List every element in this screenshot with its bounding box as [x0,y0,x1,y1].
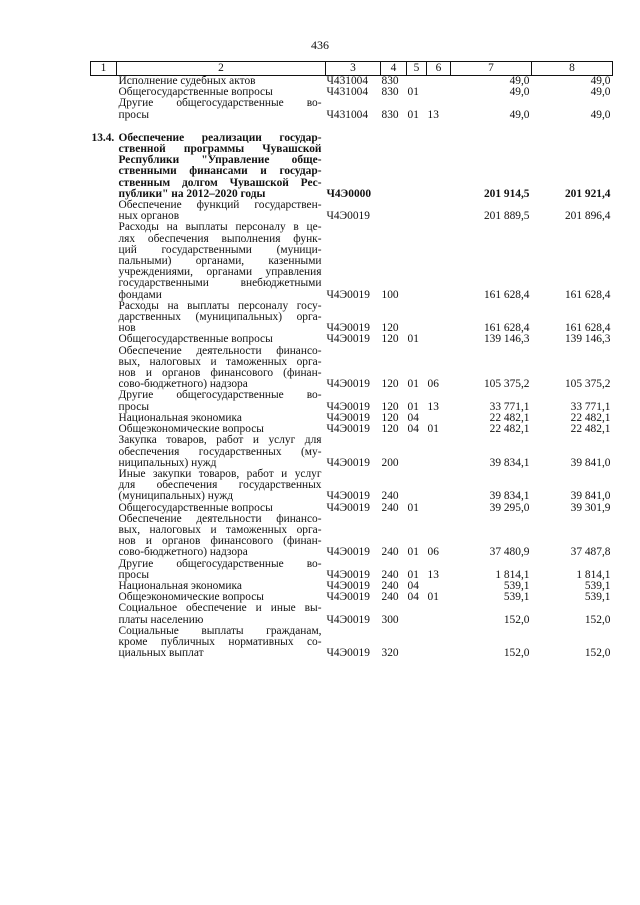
target-article-cell: Ч4Э0019 [326,288,370,301]
expense-type-cell: 830 [381,75,399,87]
item-name-line: для обеспечения государственных [118,479,322,492]
section-cell: 01 [407,400,419,413]
item-name-line: фондами [118,288,162,301]
subsection-cell [427,503,451,514]
item-name-cell [117,346,326,391]
amount-year2-cell: 39 301,9 [570,501,611,514]
amount-year1-cell: 161 628,4 [483,288,530,301]
item-name-line: лях обеспечения выполнения функ- [118,232,322,245]
item-name-line: кроме публичных нормативных со- [118,635,322,648]
expense-type-cell: 320 [381,647,399,660]
table-row [91,346,613,391]
section-number-cell [91,413,117,424]
amount-year2-cell: 22 482,1 [570,423,611,436]
item-name-line: Республики "Управление обще- [118,154,322,167]
amount-year2-cell: 201 921,4 [564,187,611,200]
item-name-line: ных органов [118,210,180,223]
item-name-line: циальных выплат [118,647,204,660]
table-row [91,133,613,200]
expense-type-cell: 830 [381,86,399,99]
target-article-cell: Ч4Э0000 [326,187,372,200]
table-row [91,603,613,625]
item-name-cell [117,514,326,559]
item-name-line: Национальная экономика [118,411,242,424]
amount-year1-cell: 105 375,2 [483,378,530,391]
section-cell [407,133,427,200]
amount-year1-cell: 152,0 [503,647,530,660]
subsection-cell [427,301,451,335]
expense-type-cell: 120 [381,411,399,424]
item-name-line: платы населению [118,613,204,626]
expense-type-cell: 120 [381,378,399,391]
table-row [91,559,613,581]
section-number-cell [91,559,117,581]
expense-type-cell: 200 [381,456,399,469]
target-article-cell: Ч431004 [326,86,369,99]
item-name-line: Социальные выплаты гражданам, [118,624,322,637]
item-name-line: Закупка товаров, работ и услуг для [118,434,322,447]
section-number-cell [91,76,117,88]
section-cell: 01 [407,378,419,391]
section-number-cell [91,581,117,592]
subsection-cell [427,603,451,625]
item-name-cell [117,98,326,120]
section-cell [407,435,427,469]
amount-year1-cell: 161 628,4 [483,322,530,335]
amount-year2-cell: 539,1 [584,579,611,592]
expense-type-cell [381,133,407,200]
spacer-cell [91,121,613,133]
table-row [91,390,613,412]
section-cell: 04 [407,423,419,436]
expense-type-cell [381,200,407,222]
section-cell: 01 [407,108,419,121]
item-name-line: Другие общегосударственные во- [118,97,322,110]
table-row [91,469,613,503]
item-name-line: Иные закупки товаров, работ и услуг [118,467,322,480]
item-name-line: Общегосударственные вопросы [118,501,273,514]
section-cell [407,301,427,335]
amount-year1-cell: 39 834,1 [489,456,530,469]
amount-year2-cell: 39 841,0 [570,456,611,469]
item-name-line: Другие общегосударственные во- [118,389,322,402]
item-name-line: публики" на 2012–2020 годы [118,187,266,200]
target-article-cell: Ч4Э0019 [326,400,370,413]
item-name-line: нов и органов финансового (финан- [118,367,322,380]
item-name-line: Другие общегосударственные во- [118,557,322,570]
table-row [91,334,613,345]
target-article-cell: Ч4Э0019 [326,333,370,346]
table-row [91,514,613,559]
subsection-cell: 06 [427,378,439,391]
item-name-line: просы [118,400,149,413]
item-name-line: просы [118,108,149,121]
budget-table [90,61,613,659]
amount-year1-cell: 1 814,1 [495,568,530,581]
amount-year1-cell: 37 480,9 [489,546,530,559]
item-name-cell [117,200,326,222]
page-number: 436 [311,38,329,52]
amount-year2-cell: 201 896,4 [564,210,611,223]
expense-type-cell: 120 [381,322,399,335]
item-name-cell [117,133,326,200]
amount-year1-cell: 539,1 [503,591,530,604]
section-cell [407,603,427,625]
item-name-cell [117,334,326,345]
amount-year2-cell: 33 771,1 [570,400,611,413]
amount-year1-cell: 39 295,0 [489,501,530,514]
subsection-cell [427,133,451,200]
subsection-cell [427,76,451,88]
amount-year1-cell: 539,1 [503,579,530,592]
item-name-cell [117,435,326,469]
target-article-cell: Ч4Э0019 [326,378,370,391]
section-number-cell [91,626,117,660]
subsection-cell: 01 [427,591,439,604]
amount-year2-cell: 49,0 [590,75,611,87]
amount-year1-cell: 39 834,1 [489,490,530,503]
table-row [91,98,613,120]
table-body [91,76,613,660]
item-name-line: вых, налоговых и таможенных орга- [118,355,322,368]
subsection-cell [427,222,451,300]
item-name-line: Обеспечение функций государствен- [118,199,322,212]
amount-year2-cell: 22 482,1 [570,411,611,424]
section-number-cell [91,503,117,514]
amount-year1-cell: 49,0 [509,86,530,99]
target-article-cell: Ч431004 [326,75,369,87]
amount-year2-cell: 152,0 [584,647,611,660]
target-article-cell: Ч4Э0019 [326,647,370,660]
target-article-cell: Ч4Э0019 [326,423,370,436]
expense-type-cell: 100 [381,288,399,301]
item-name-line: государственными внебюджетными [118,277,322,290]
subsection-cell: 01 [427,423,439,436]
amount-year1-cell: 139 146,3 [483,333,530,346]
section-number-cell: 13.4. [91,131,115,144]
amount-year2-cell: 1 814,1 [576,568,611,581]
subsection-cell [427,87,451,98]
section-cell: 01 [407,546,419,559]
section-cell: 01 [407,501,419,514]
item-name-cell [117,559,326,581]
item-name-line: ниципальных) нужд [118,456,217,469]
expense-type-cell: 830 [381,108,399,121]
section-number-cell [91,334,117,345]
item-name-line: ственными финансами и государ- [118,165,322,178]
amount-year2-cell: 539,1 [584,591,611,604]
target-article-cell: Ч4Э0019 [326,210,370,223]
subsection-cell [427,469,451,503]
column-header: 3 [326,62,381,76]
item-name-line: пальными) органами, казенными [118,255,322,268]
item-name-line: Расходы на выплаты персоналу в це- [118,221,322,234]
expense-type-cell: 120 [381,333,399,346]
section-number-cell [91,200,117,222]
table-row [91,435,613,469]
amount-year2-cell: 152,0 [584,613,611,626]
target-article-cell: Ч4Э0019 [326,490,370,503]
item-name-line: вых, налоговых и таможенных орга- [118,523,322,536]
column-header: 5 [407,62,427,76]
spacer-row [91,121,613,133]
amount-year1-cell: 201 914,5 [483,187,530,200]
amount-year2-cell: 49,0 [590,86,611,99]
item-name-line: (муниципальных) нужд [118,490,234,503]
item-name-line: дарственных (муниципальных) орга- [118,311,322,324]
amount-year1-cell: 22 482,1 [489,423,530,436]
column-header: 8 [532,62,613,76]
expense-type-cell: 240 [381,591,399,604]
column-header: 7 [451,62,532,76]
item-name-line: Исполнение судебных актов [118,75,256,87]
section-cell: 01 [407,86,419,99]
target-article-cell: Ч4Э0019 [326,322,370,335]
item-name-line: ственной программы Чувашской [118,143,322,156]
item-name-cell [117,469,326,503]
item-name-cell [117,222,326,300]
table-row [91,626,613,660]
section-number-cell [91,592,117,603]
item-name-line: Обеспечение деятельности финансо- [118,344,322,357]
target-article-cell: Ч4Э0019 [326,591,370,604]
expense-type-cell: 240 [381,490,399,503]
item-name-line: нов [118,322,136,335]
item-name-cell [117,301,326,335]
table-header [91,62,613,76]
table-row [91,200,613,222]
item-name-line: учреждениями, органами управления [118,266,322,279]
amount-year1-cell: 22 482,1 [489,411,530,424]
item-name-line: сово-бюджетного) надзора [118,546,248,559]
subsection-cell: 13 [427,400,439,413]
item-name-cell [117,390,326,412]
amount-year1-cell: 49,0 [509,75,530,87]
section-cell [407,222,427,300]
item-name-line: нов и органов финансового (финан- [118,535,322,548]
table-row [91,222,613,300]
item-name-line: ций государственными (муници- [118,243,322,256]
item-name-cell [117,626,326,660]
amount-year2-cell: 105 375,2 [564,378,611,391]
section-number-cell [91,301,117,335]
expense-type-cell: 240 [381,546,399,559]
amount-year2-cell: 139 146,3 [564,333,611,346]
item-name-line: просы [118,568,149,581]
target-article-cell: Ч4Э0019 [326,546,370,559]
section-cell: 04 [407,579,419,592]
item-name-line: Общеэкономические вопросы [118,423,264,436]
item-name-cell [117,603,326,625]
amount-year1-cell: 49,0 [509,108,530,121]
item-name-line: Обеспечение деятельности финансо- [118,512,322,525]
subsection-cell: 06 [427,546,439,559]
section-cell: 04 [407,411,419,424]
section-number-cell [91,424,117,435]
column-header: 4 [381,62,407,76]
amount-year2-cell: 49,0 [590,108,611,121]
item-name-line: обеспечения государственных (му- [118,445,322,458]
column-header: 6 [427,62,451,76]
subsection-cell [427,435,451,469]
target-article-cell: Ч4Э0019 [326,568,370,581]
target-article-cell: Ч4Э0019 [326,411,370,424]
amount-year2-cell: 39 841,0 [570,490,611,503]
item-name-line: Общеэкономические вопросы [118,591,264,604]
section-number-cell [91,346,117,391]
item-name-line: Социальное обеспечение и иные вы- [118,602,322,615]
target-article-cell: Ч4Э0019 [326,579,370,592]
item-name-line: ственным долгом Чувашской Рес- [118,176,322,189]
column-header: 2 [117,62,326,76]
item-name-line: Расходы на выплаты персоналу госу- [118,299,322,312]
section-number-cell [91,390,117,412]
expense-type-cell: 120 [381,423,399,436]
item-name-line: Общегосударственные вопросы [118,333,273,346]
target-article-cell: Ч4Э0019 [326,613,370,626]
section-number-cell [91,87,117,98]
section-cell: 01 [407,333,419,346]
expense-type-cell: 240 [381,501,399,514]
expense-type-cell: 120 [381,400,399,413]
subsection-cell [427,626,451,660]
section-number-cell [91,469,117,503]
section-number-cell [91,98,117,120]
section-number-cell [91,514,117,559]
subsection-cell [427,334,451,345]
subsection-cell: 13 [427,108,439,121]
table-row [91,301,613,335]
section-cell: 01 [407,568,419,581]
item-name-line: сово-бюджетного) надзора [118,378,248,391]
amount-year2-cell: 37 487,8 [570,546,611,559]
amount-year1-cell: 33 771,1 [489,400,530,413]
column-header: 1 [91,62,117,76]
amount-year1-cell: 152,0 [503,613,530,626]
section-cell [407,626,427,660]
section-number-cell [91,603,117,625]
section-cell [407,200,427,222]
section-cell: 04 [407,591,419,604]
target-article-cell: Ч431004 [326,108,369,121]
expense-type-cell: 240 [381,579,399,592]
item-name-line: Общегосударственные вопросы [118,86,273,99]
section-number-cell [91,435,117,469]
subsection-cell [427,200,451,222]
section-cell [407,469,427,503]
amount-year2-cell: 161 628,4 [564,288,611,301]
expense-type-cell: 240 [381,568,399,581]
target-article-cell: Ч4Э0019 [326,456,370,469]
amount-year2-cell: 161 628,4 [564,322,611,335]
expense-type-cell: 300 [381,613,399,626]
item-name-line: Национальная экономика [118,579,242,592]
target-article-cell: Ч4Э0019 [326,501,370,514]
amount-year1-cell: 201 889,5 [483,210,530,223]
item-name-line: Обеспечение реализации государ- [118,131,322,144]
section-number-cell [91,222,117,300]
subsection-cell: 13 [427,568,439,581]
